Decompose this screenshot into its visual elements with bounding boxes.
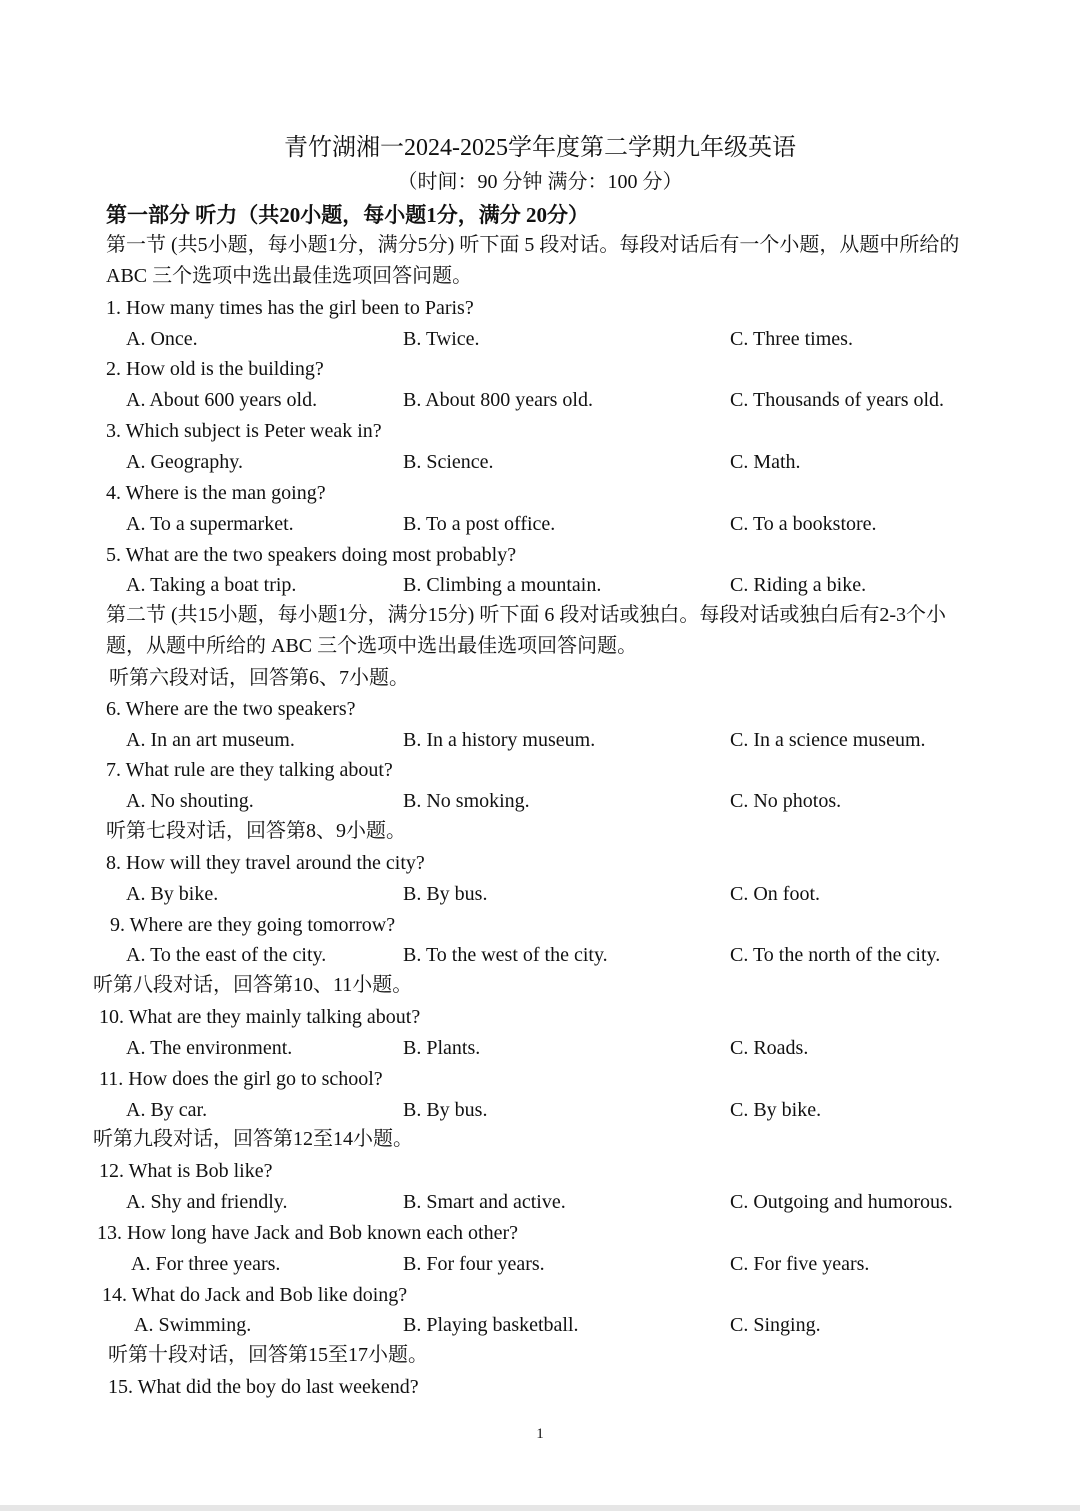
option-c: C. Outgoing and humorous.: [730, 1191, 953, 1213]
section2-instructions-line1: 第二节 (共15小题，每小题1分，满分15分) 听下面 6 段对话或独白。每段对话或独白后有2-3个小: [106, 604, 946, 626]
question-text: 15. What did the boy do last weekend?: [108, 1376, 419, 1398]
question-text: 3. Which subject is Peter weak in?: [106, 420, 382, 442]
option-c: C. To the north of the city.: [730, 944, 941, 966]
dialogue-instruction: 听第十段对话，回答第15至17小题。: [108, 1344, 428, 1366]
option-c: C. Roads.: [730, 1037, 809, 1059]
option-b: B. Playing basketball.: [403, 1314, 579, 1336]
option-b: B. Twice.: [403, 328, 480, 350]
option-a: A. Once.: [126, 328, 198, 350]
dialogue-instruction: 听第九段对话，回答第12至14小题。: [93, 1128, 413, 1150]
question-text: 7. What rule are they talking about?: [106, 759, 393, 781]
section2-instructions-line2: 题，从题中所给的 ABC 三个选项中选出最佳选项回答问题。: [106, 635, 638, 657]
option-c: C. Thousands of years old.: [730, 389, 945, 411]
question-text: 10. What are they mainly talking about?: [99, 1006, 421, 1028]
option-b: B. Smart and active.: [403, 1191, 566, 1213]
page-number: 1: [536, 1426, 544, 1442]
question-text: 1. How many times has the girl been to Paris?: [106, 297, 474, 319]
section1-instructions-line2: ABC 三个选项中选出最佳选项回答问题。: [106, 265, 473, 287]
option-c: C. No photos.: [730, 790, 842, 812]
option-a: A. The environment.: [126, 1037, 293, 1059]
part1-heading: 第一部分 听力（共20小题，每小题1分，满分 20分）: [106, 203, 589, 227]
option-b: B. About 800 years old.: [403, 389, 593, 411]
option-c: C. By bike.: [730, 1099, 822, 1121]
dialogue-instruction: 听第八段对话，回答第10、11小题。: [93, 974, 413, 996]
option-b: B. In a history museum.: [403, 729, 596, 751]
option-a: A. Swimming.: [134, 1314, 252, 1336]
question-text: 12. What is Bob like?: [99, 1160, 273, 1182]
option-a: A. To the east of the city.: [126, 944, 327, 966]
option-a: A. Shy and friendly.: [126, 1191, 288, 1213]
option-a: A. No shouting.: [126, 790, 254, 812]
question-text: 13. How long have Jack and Bob known each other?: [97, 1222, 518, 1244]
option-c: C. On foot.: [730, 883, 820, 905]
option-c: C. Riding a bike.: [730, 574, 867, 596]
option-a: A. Taking a boat trip.: [126, 574, 297, 596]
question-text: 6. Where are the two speakers?: [106, 698, 356, 720]
question-text: 2. How old is the building?: [106, 358, 324, 380]
option-b: B. Climbing a mountain.: [403, 574, 602, 596]
option-a: A. Geography.: [126, 451, 244, 473]
page-bottom-edge: [0, 1505, 1080, 1511]
question-text: 4. Where is the man going?: [106, 482, 326, 504]
option-c: C. Singing.: [730, 1314, 821, 1336]
option-b: B. For four years.: [403, 1253, 545, 1275]
option-b: B. Science.: [403, 451, 494, 473]
option-c: C. To a bookstore.: [730, 513, 877, 535]
question-text: 5. What are the two speakers doing most probably?: [106, 544, 517, 566]
option-a: A. By car.: [126, 1099, 208, 1121]
option-c: C. Three times.: [730, 328, 853, 350]
option-b: B. Plants.: [403, 1037, 481, 1059]
dialogue-instruction: 听第七段对话，回答第8、9小题。: [106, 820, 406, 842]
option-c: C. For five years.: [730, 1253, 870, 1275]
option-a: A. In an art museum.: [126, 729, 295, 751]
option-a: A. To a supermarket.: [126, 513, 294, 535]
question-text: 9. Where are they going tomorrow?: [110, 914, 396, 936]
option-b: B. By bus.: [403, 1099, 488, 1121]
section1-instructions-line1: 第一节 (共5小题，每小题1分，满分5分) 听下面 5 段对话。每段对话后有一个小题，从题中所给的: [106, 234, 960, 256]
option-c: C. Math.: [730, 451, 801, 473]
exam-time-and-score: （时间：90 分钟 满分：100 分）: [397, 171, 683, 193]
option-b: B. To the west of the city.: [403, 944, 608, 966]
question-text: 8. How will they travel around the city?: [106, 852, 425, 874]
option-b: B. No smoking.: [403, 790, 530, 812]
option-b: B. By bus.: [403, 883, 488, 905]
dialogue-instruction: 听第六段对话，回答第6、7小题。: [109, 667, 409, 689]
question-text: 14. What do Jack and Bob like doing?: [102, 1284, 408, 1306]
page-title: 青竹湖湘一2024-2025学年度第二学期九年级英语: [284, 135, 796, 161]
option-a: A. By bike.: [126, 883, 219, 905]
option-a: A. For three years.: [131, 1253, 281, 1275]
option-c: C. In a science museum.: [730, 729, 926, 751]
question-text: 11. How does the girl go to school?: [99, 1068, 383, 1090]
option-b: B. To a post office.: [403, 513, 556, 535]
option-a: A. About 600 years old.: [126, 389, 318, 411]
